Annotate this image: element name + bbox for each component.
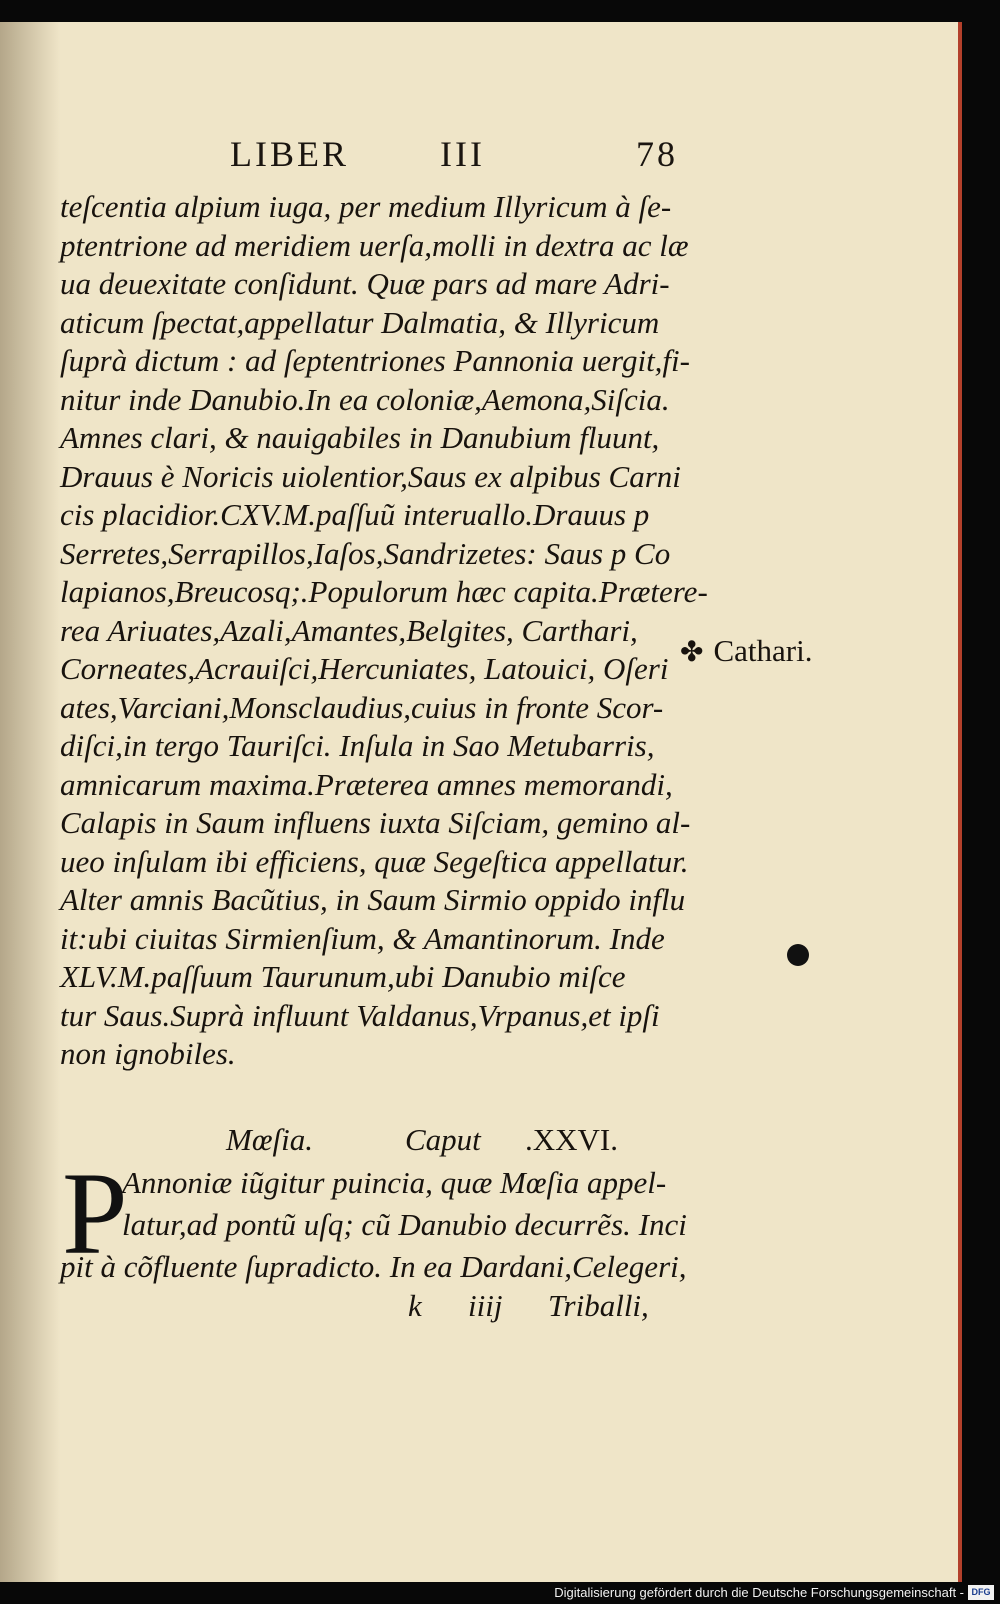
text-line: amnicarum maxima.Præterea amnes memorandi, [60,766,673,802]
text-line: aticum ſpectat,appellatur Dalmatia, & Illyricum [60,304,660,340]
marginal-note [680,633,812,669]
main-text-block [60,188,708,1074]
footer-credit: Digitalisierung gefördert durch die Deutsche Forschungsgemeinschaft - [554,1585,964,1600]
text-line: teſcentia alpium iuga, per medium Illyricum à ſe- [60,189,672,224]
ink-dot-mark [787,944,809,966]
text-line: ua deuexitate conſidunt. Quæ pars ad mare Adri- [60,266,670,301]
text-line: non ignobiles. [60,1036,236,1071]
text-line: XLV.M.paſſuum Taurunum,ubi Danubio miſce [60,959,626,994]
chapter-text-block [60,1148,700,1288]
text-line: cis placidior.CXV.M.paſſuũ interuallo.Drauus p [60,497,650,532]
signature-letter: k [408,1288,422,1323]
marginal-note-text: Cathari. [713,633,813,668]
signature-number: iiij [468,1288,503,1323]
text-line: ſuprà dictum : ad ſeptentriones Pannonia uergit,fi- [60,343,690,378]
text-line: it:ubi ciuitas Sirmienſium, & Amantinorum. Inde [60,920,665,956]
signature-line [0,1288,958,1328]
text-line: Serretes,Serrapillos,Iaſos,Sandrizetes: Saus p Co [60,535,671,571]
chapter-label: Caput [405,1122,481,1157]
text-line: ates,Varciani,Monsclaudius,cuius in fronte Scor- [60,689,664,725]
text-line: nitur inde Danubio.In ea coloniæ,Aemona,Siſcia. [60,381,670,417]
text-line: diſci,in tergo Tauriſci. Inſula in Sao Metubarris, [60,728,655,763]
text-line: Corneates,Acrauiſci,Hercuniates, Latouici, Oſeri [60,651,669,686]
text-line: lapianos,Breucosq;.Populorum hæc capita.Prætere- [60,574,708,609]
text-line: pit à cõfluente ſupradicto. In ea Dardani,Celegeri, [60,1249,687,1284]
dfg-logo: DFG [968,1585,994,1600]
folio-number: 78 [636,134,678,174]
fleuron-icon: ✤ [680,637,704,668]
header-book-number: III [440,134,485,174]
text-line: Alter amnis Bacũtius, in Saum Sirmio oppido influ [60,882,686,917]
text-line: tur Saus.Suprà influunt Valdanus,Vrpanus,et ipſi [60,997,660,1033]
text-line: Amnes clari, & nauigabiles in Danubium fluunt, [60,420,660,455]
chapter-title: Mœſia. [226,1122,313,1157]
catchword: Triballi, [548,1288,649,1323]
chapter-heading [60,1122,700,1162]
text-line: ptentrione ad meridiem uerſa,molli in dextra ac læ [60,227,689,263]
header-book-label: LIBER [230,134,349,174]
text-line: latur,ad pontũ uſq; cũ Danubio decurrẽs. Inci [122,1207,687,1242]
running-header [0,133,958,181]
text-line: Calapis in Saum influens iuxta Siſciam, gemino al- [60,805,691,840]
text-line: ueo inſulam ibi efficiens, quæ Segeſtica appellatur. [60,843,689,879]
digitization-footer [0,1582,1000,1604]
text-line: Drauus è Noricis uiolentior,Saus ex alpibus Carni [60,458,681,494]
text-line: rea Ariuates,Azali,Amantes,Belgites, Carthari, [60,612,638,648]
drop-capital: P [62,1148,128,1279]
chapter-number: .XXVI. [525,1122,618,1157]
text-line: Annoniæ iũgitur puincia, quæ Mœſia appel- [122,1165,667,1200]
